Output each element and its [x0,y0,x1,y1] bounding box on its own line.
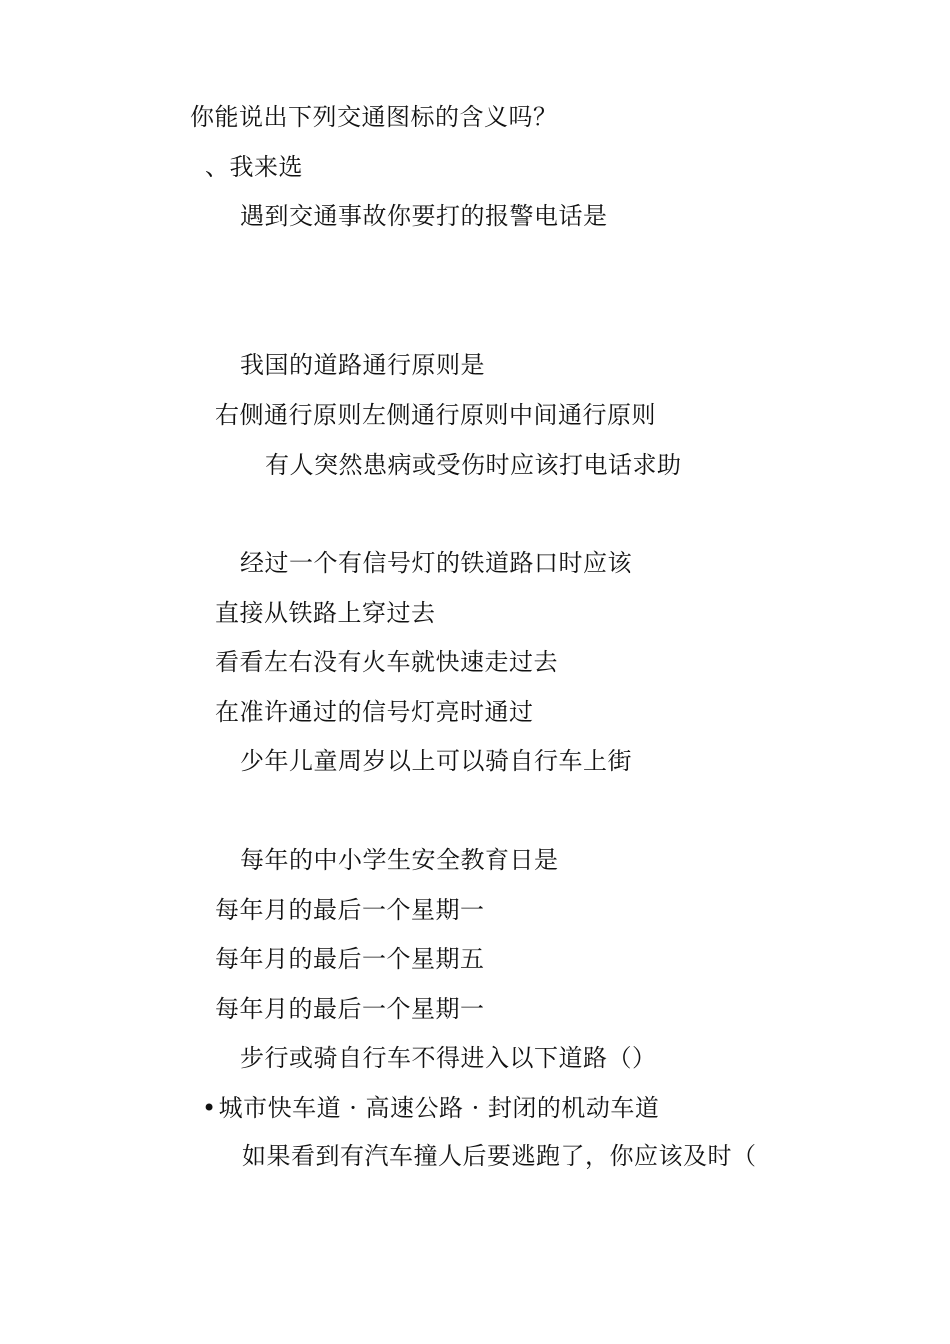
option-safety-day-b: 每年月的最后一个星期五 [215,945,485,973]
question-accident-phone: 遇到交通事故你要打的报警电话是 [240,202,608,230]
options-forbidden-roads [202,1093,659,1123]
heading-traffic-signs: 你能说出下列交通图标的含义吗？ [190,103,558,131]
option-safety-day-a: 每年月的最后一个星期一 [215,896,485,924]
option-railway-b: 看看左右没有火车就快速走过去 [215,648,558,676]
option-railway-a: 直接从铁路上穿过去 [215,599,436,627]
option-safety-day-c: 每年月的最后一个星期一 [215,995,485,1023]
question-forbidden-roads: 步行或骑自行车不得进入以下道路（） [240,1044,657,1072]
question-hit-and-run: 如果看到有汽车撞人后要逃跑了，你应该及时（ [242,1142,757,1170]
option-railway-c: 在准许通过的信号灯亮时通过 [215,698,534,726]
options-forbidden-roads-text: 城市快车道 · 高速公路 · 封闭的机动车道 [218,1094,660,1122]
bullet-marker: • [202,1094,217,1122]
question-bicycle-age: 少年儿童周岁以上可以骑自行车上街 [240,747,632,775]
question-illness-phone: 有人突然患病或受伤时应该打电话求助 [265,451,682,479]
section-choose: 、我来选 [205,153,303,181]
question-road-principle: 我国的道路通行原则是 [240,351,485,379]
question-railway-crossing: 经过一个有信号灯的铁道路口时应该 [240,549,632,577]
question-safety-day: 每年的中小学生安全教育日是 [240,846,559,874]
options-road-principle: 右侧通行原则左侧通行原则中间通行原则 [215,401,656,429]
